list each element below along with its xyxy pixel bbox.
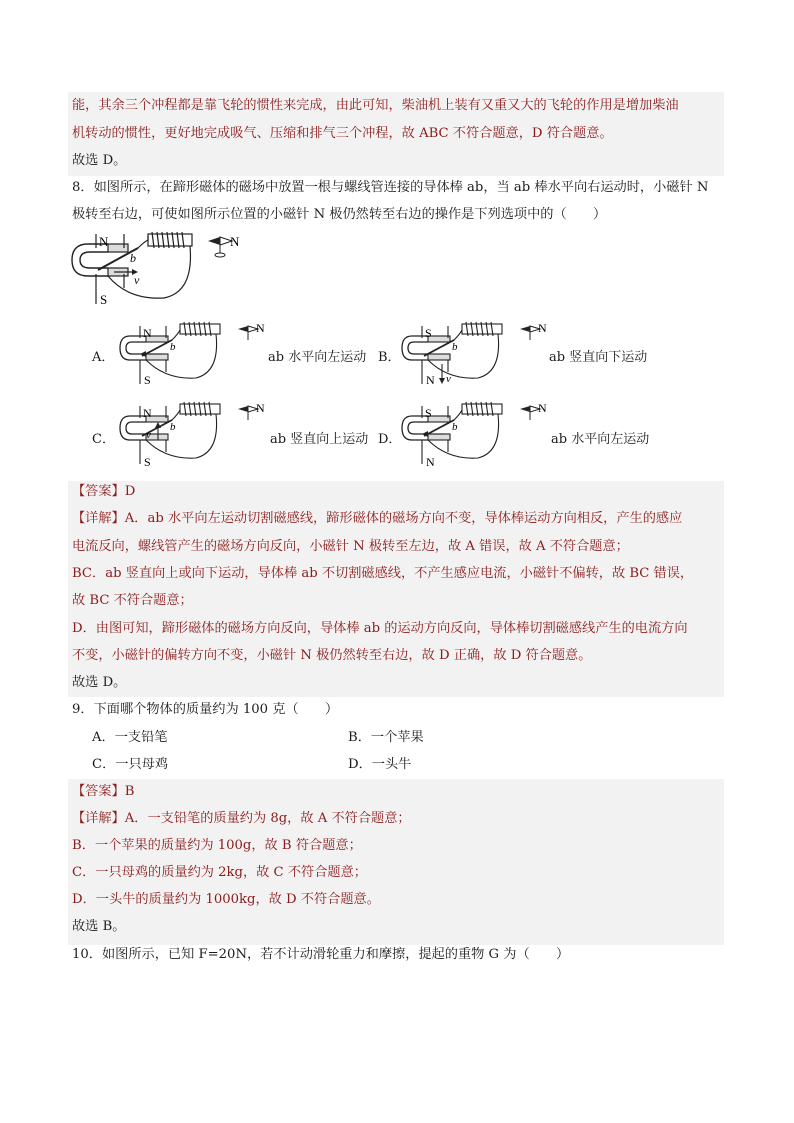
q8-stem-line-2: 极转至右边，可使如图所示位置的小磁针 N 极仍然转至右边的操作是下列选项中的（ ）	[72, 207, 607, 222]
q8-detail-line-4: 故 BC 不符合题意；	[72, 593, 193, 608]
q9-detail-line-2: B．一个苹果的质量约为 100g，故 B 符合题意；	[72, 838, 362, 853]
q10-stem: 10．如图所示，已知 F=20N，若不计动滑轮重力和摩擦，提起的重物 G 为（ ）	[72, 947, 570, 962]
q9-option-b: B．一个苹果	[348, 730, 424, 745]
q9-answer: 【答案】B	[72, 784, 135, 799]
opt-c-v: v	[146, 429, 151, 441]
q8-detail-line-1: 【详解】A．ab 水平向左运动切割磁感线，蹄形磁体的磁场方向不变，导体棒运动方向相反，产生的感应	[72, 511, 683, 526]
answer-shade-q9	[68, 779, 724, 945]
prev-answer-line-2: 机转动的惯性，更好地完成吸气、压缩和排气三个冲程，故 ABC 不符合题意，D 符合题意。	[72, 126, 613, 141]
svg-text:b: b	[452, 421, 458, 433]
svg-text:N: N	[256, 401, 265, 415]
q8-option-b-letter: B．	[378, 350, 401, 365]
prev-answer-line-1: 能，其余三个冲程都是靠飞轮的惯性来完成，由此可知，柴油机上装有又重又大的飞轮的作用是增加柴油	[72, 98, 679, 113]
q8-main-figure	[68, 228, 258, 310]
q8-detail-line-2: 电流反向，螺线管产生的磁场方向反向，小磁针 N 极转至左边，故 A 错误，故 A 不符合题意；	[72, 539, 629, 554]
q8-option-d-figure	[398, 400, 548, 470]
q9-option-c: C．一只母鸡	[92, 757, 169, 772]
main-fig-v: v	[134, 273, 140, 287]
main-fig-n: N	[99, 234, 109, 249]
main-fig-b: b	[130, 251, 136, 265]
opt-a-top: N	[143, 326, 152, 340]
q9-detail-line-1: 【详解】A．一支铅笔的质量约为 8g，故 A 不符合题意；	[72, 811, 411, 826]
svg-text:N: N	[538, 401, 547, 415]
svg-text:b: b	[452, 341, 458, 353]
opt-b-v: v	[446, 373, 451, 385]
q8-stem-line-1: 8．如图所示，在蹄形磁体的磁场中放置一根与螺线管连接的导体棒 ab，当 ab 棒水平向右运动时，小磁针 N	[72, 180, 709, 195]
svg-text:N: N	[256, 321, 265, 335]
q8-option-c-figure	[116, 400, 266, 470]
opt-c-top: N	[143, 406, 152, 420]
svg-text:b: b	[170, 421, 176, 433]
q9-detail-line-3: C．一只母鸡的质量约为 2kg，故 C 不符合题意；	[72, 865, 367, 880]
opt-d-top: S	[425, 406, 432, 420]
q9-detail-line-5: 故选 B。	[72, 919, 126, 934]
q8-detail-line-7: 故选 D。	[72, 675, 127, 690]
opt-c-bottom: S	[144, 455, 151, 469]
q8-option-a-letter: A．	[92, 350, 115, 365]
opt-d-bottom: N	[426, 455, 435, 469]
q8-option-c-text: ab 竖直向上运动	[270, 432, 369, 447]
q9-option-d: D．一头牛	[348, 757, 412, 772]
svg-text:N: N	[538, 321, 547, 335]
q9-stem: 9．下面哪个物体的质量约为 100 克（ ）	[72, 702, 339, 717]
q8-option-b-figure	[398, 320, 548, 388]
q8-option-c-letter: C．	[92, 432, 115, 447]
opt-b-bottom: N	[426, 373, 435, 387]
q9-option-a: A．一支铅笔	[92, 730, 168, 745]
opt-b-top: S	[425, 326, 432, 340]
q8-detail-line-3: BC．ab 竖直向上或向下运动，导体棒 ab 不切割磁感线，不产生感应电流，小磁针不偏转，故 BC 错误，	[72, 566, 694, 581]
q9-detail-line-4: D．一头牛的质量约为 1000kg，故 D 不符合题意。	[72, 892, 380, 907]
main-fig-needle-n: N	[230, 234, 240, 249]
prev-answer-line-3: 故选 D。	[72, 153, 127, 168]
q8-answer: 【答案】D	[72, 484, 136, 499]
q8-option-b-text: ab 竖直向下运动	[549, 350, 648, 365]
q8-detail-line-5: D．由图可知，蹄形磁体的磁场方向反向，导体棒 ab 的运动方向反向，导体棒切割磁感线产生的电流方向	[72, 621, 688, 636]
q8-option-a-text: ab 水平向左运动	[268, 350, 367, 365]
q8-option-d-text: ab 水平向左运动	[551, 432, 650, 447]
main-fig-s: S	[100, 292, 108, 307]
q8-option-d-letter: D．	[378, 432, 402, 447]
svg-text:b: b	[170, 341, 176, 353]
opt-a-bottom: S	[144, 373, 151, 387]
q8-option-a-figure	[116, 320, 266, 388]
q8-detail-line-6: 不变，小磁针的偏转方向不变，小磁针 N 极仍然转至右边，故 D 正确，故 D 符合题意。	[72, 648, 592, 663]
